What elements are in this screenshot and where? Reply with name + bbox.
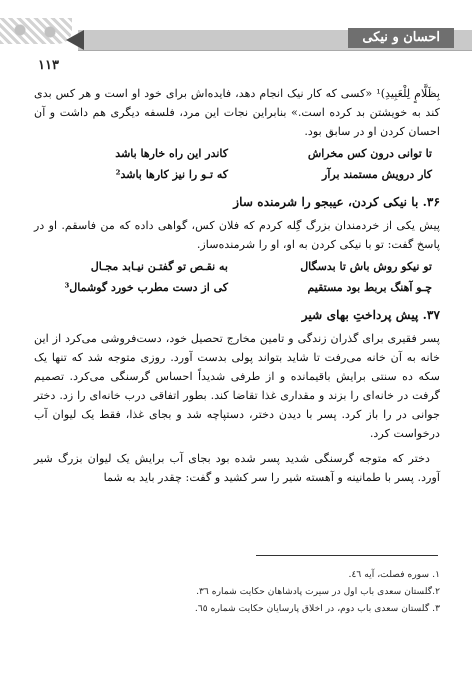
section-37-paragraph-1: پسر فقیری برای گذران زندگی و تامین مخارج تحصیل خود، دست‌فروشی می‌کرد از این خانه به آن خانه می‌رفت تا شاید بتواند پولی بدست آورد. روزی متوجه شد که تنها یک سکه ده سنتی برایش باقیمانده و از طرفی شدیداً احساس گرسنگی می‌کرد. تصمیم گرفت در خانه‌ای را بزند و مقداری غذا تقاضا کند. بطور اتفاقی درب خانه‌ای را زد. دختر جوانی در را باز کرد. پسر با دیدن دختر، دستپاچه شد و بجای غذا، فقط یک لیوان آب درخواست کرد. (34, 332, 440, 440)
footnotes (34, 566, 440, 617)
poem-verses-2 (42, 256, 432, 298)
section-36-paragraph: پیش یکی از خردمندان بزرگ گِله کردم که فلان کس، گواهی داده که من فاسقم. او در پاسخ گفت: تو با نیکی کردن به او، او را شرمنده‌ساز. (34, 219, 440, 251)
intro-paragraph: بِظَلَّامٍ لِلْعَبِيدِ)¹ «کسی که کار نیک انجام دهد، فایده‌اش برای خود او است و هر کس بدی کند به خویشتن بد کرده است.» بنابراین نجات این مرد، فلسفه دیگری هم داشت و آن احسان کردن او در سابق بود. (34, 87, 440, 138)
poem-verses-1 (42, 143, 432, 185)
footnote-item: ۲.گلستان سعدی باب اول در سیرت پادشاهان حکایت شماره ۳٦. (196, 586, 440, 597)
page-number: ۱۱۳ (38, 58, 59, 73)
verse-line: کاندر این راه خارها باشد (115, 147, 228, 160)
verse-line: کی از دست مطرب خورد گوشمال³ (64, 281, 228, 294)
verse-line: به نقـص تو گفتـن نیـابد مجـال (90, 260, 228, 273)
verse-line: تا توانی درون کس مخراش (307, 147, 432, 160)
verse-line: که تـو را نیز کارها باشد² (115, 168, 228, 181)
section-37-heading: ۳۷. پیش پرداختِ بهای شیر (301, 308, 440, 322)
section-36-heading: ۳۶. با نیکی کردن، عیبجو را شرمنده ساز (233, 195, 440, 209)
decorative-ornament (0, 18, 72, 44)
verse-line: کار درویش مستمند برآر (322, 168, 432, 181)
section-37-paragraph-2: دختر که متوجه گرسنگی شدید پسر شده بود بجای آب برایش یک لیوان بزرگ شیر آورد. پسر با طمانینه و آهسته شیر را سر کشید و گفت: چقدر باید به شما (34, 452, 440, 484)
chapter-title: احسان و نیکی (348, 28, 454, 48)
footnote-item: ۳. گلستان سعدی باب دوم، در اخلاق پارسایان حکایت شماره ٦٥. (194, 603, 440, 614)
footnote-item: ۱. سوره فصلت، آیه ٤٦. (348, 569, 440, 580)
footnote-divider (256, 555, 438, 556)
page-header (0, 0, 472, 73)
page-content (34, 84, 440, 487)
verse-line: تو نیکو روش باش تا بدسگال (300, 260, 432, 273)
verse-line: چـو آهنگ بربط بود مستقیم (307, 281, 432, 294)
